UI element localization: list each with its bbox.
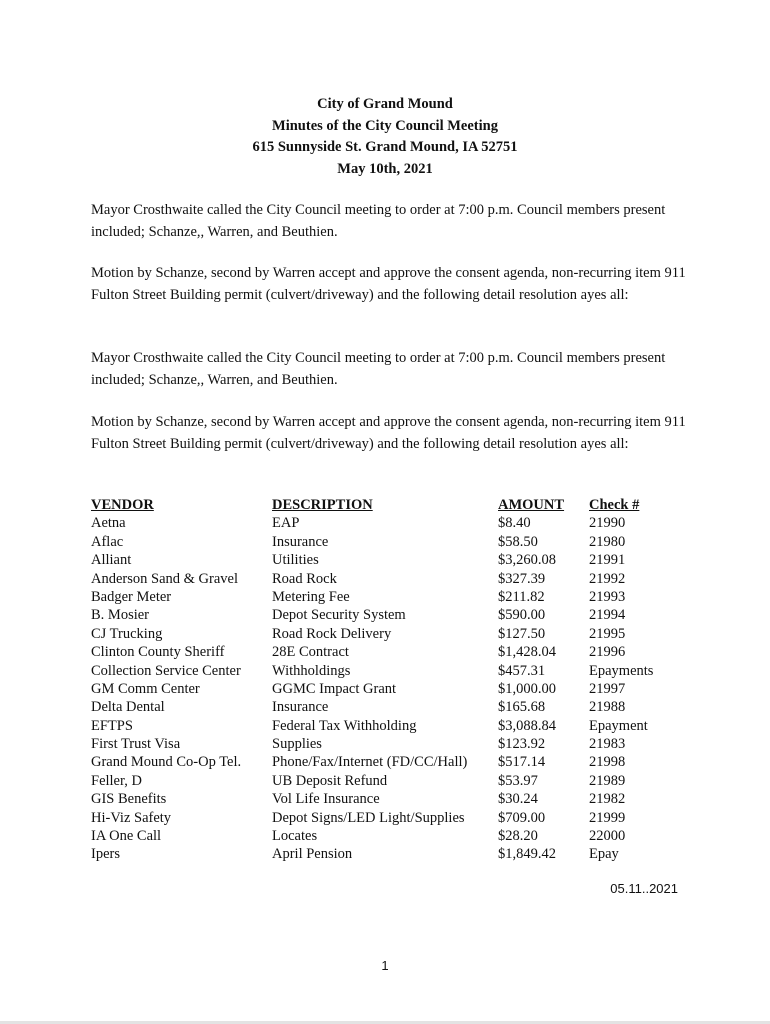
table-row — [91, 662, 691, 680]
paragraph-call-to-order: Mayor Crosthwaite called the City Council meeting to order at 7:00 p.m. Council members present included; Schanze,, Warren, and Beuthien. — [91, 202, 666, 240]
table-row — [91, 588, 691, 606]
table-row — [91, 717, 691, 735]
table-row — [91, 790, 691, 808]
table-row — [91, 753, 691, 771]
check-number-cell: Epayment — [589, 717, 648, 734]
description-cell: Metering Fee — [272, 588, 350, 605]
table-row — [91, 606, 691, 624]
document-title: Minutes of the City Council Meeting — [272, 117, 498, 134]
amount-cell: $53.97 — [498, 772, 538, 789]
check-number-cell: 21982 — [589, 791, 626, 808]
vendor-cell: Anderson Sand & Gravel — [91, 570, 238, 587]
check-number-cell: 21998 — [589, 754, 626, 771]
check-number-cell: 21996 — [589, 644, 626, 661]
table-row — [91, 827, 691, 845]
check-number-cell: Epay — [589, 846, 619, 863]
vendor-cell: B. Mosier — [91, 607, 149, 624]
city-name: City of Grand Mound — [317, 96, 453, 112]
description-cell: Withholdings — [272, 662, 351, 679]
check-number-cell: 21995 — [589, 625, 626, 642]
check-number-cell: 21980 — [589, 533, 626, 550]
page-number: 1 — [381, 958, 389, 973]
table-row — [91, 698, 691, 716]
vendor-cell: Delta Dental — [91, 699, 165, 716]
table-row — [91, 551, 691, 569]
amount-cell: $127.50 — [498, 625, 546, 642]
table-header-row — [91, 496, 691, 514]
amount-cell: $30.24 — [498, 791, 538, 808]
vendor-cell: Ipers — [91, 846, 120, 863]
description-cell: Phone/Fax/Internet (FD/CC/Hall) — [272, 754, 468, 771]
description-cell: GGMC Impact Grant — [272, 680, 397, 697]
claims-table — [91, 496, 691, 864]
vendor-cell: GIS Benefits — [91, 791, 167, 808]
table-row — [91, 845, 691, 863]
document-header — [0, 94, 770, 180]
vendor-cell: Hi-Viz Safety — [91, 809, 172, 826]
vendor-cell: CJ Trucking — [91, 625, 163, 642]
vendor-cell: GM Comm Center — [91, 680, 200, 697]
amount-cell: $709.00 — [498, 809, 546, 826]
table-row — [91, 772, 691, 790]
description-cell: UB Deposit Refund — [272, 772, 388, 789]
check-number-cell: 21990 — [589, 515, 626, 532]
city-address: 615 Sunnyside St. Grand Mound, IA 52751 — [252, 139, 518, 155]
table-row — [91, 809, 691, 827]
vendor-cell: IA One Call — [91, 828, 162, 845]
vendor-cell: Aetna — [91, 515, 126, 532]
check-number-cell: 21999 — [589, 809, 626, 826]
check-number-cell: 21992 — [589, 570, 626, 587]
vendor-cell: Collection Service Center — [91, 662, 241, 679]
table-row — [91, 680, 691, 698]
check-number-cell: 21997 — [589, 680, 626, 697]
description-cell: EAP — [272, 515, 300, 532]
table-row — [91, 514, 691, 532]
check-number-cell: 21991 — [589, 552, 626, 569]
check-number-cell: Epayments — [589, 662, 654, 679]
vendor-cell: First Trust Visa — [91, 736, 181, 753]
check-number-cell: 21983 — [589, 736, 626, 753]
vendor-cell: Feller, D — [91, 772, 142, 789]
description-cell: 28E Contract — [272, 644, 349, 661]
paragraph-call-to-order-repeat: Mayor Crosthwaite called the City Council meeting to order at 7:00 p.m. Council members present included; Schanze,, Warren, and Beuthien. — [91, 350, 666, 388]
vendor-cell: Aflac — [91, 533, 124, 550]
amount-cell: $58.50 — [498, 533, 538, 550]
amount-cell: $8.40 — [498, 515, 531, 532]
amount-cell: $3,260.08 — [498, 552, 556, 569]
vendor-cell: Alliant — [91, 552, 132, 569]
vendor-cell: Badger Meter — [91, 588, 172, 605]
table-body — [91, 514, 691, 863]
vendor-cell: Grand Mound Co-Op Tel. — [91, 754, 242, 771]
amount-cell: $517.14 — [498, 754, 546, 771]
check-number-cell: 21989 — [589, 772, 626, 789]
column-header-check: Check # — [589, 497, 640, 513]
amount-cell: $211.82 — [498, 588, 545, 605]
amount-cell: $28.20 — [498, 828, 538, 845]
description-cell: Federal Tax Withholding — [272, 717, 417, 734]
amount-cell: $327.39 — [498, 570, 546, 587]
description-cell: Utilities — [272, 552, 319, 569]
check-number-cell: 21988 — [589, 699, 626, 716]
description-cell: Road Rock — [272, 570, 337, 587]
paragraph-motion: Motion by Schanze, second by Warren accept and approve the consent agenda, non-recurring item 911 Fulton Street Building permit (culvert/driveway) and the following detail resolution ayes all: — [91, 265, 686, 303]
amount-cell: $123.92 — [498, 736, 546, 753]
description-cell: Supplies — [272, 736, 322, 753]
description-cell: Insurance — [272, 699, 329, 716]
amount-cell: $1,849.42 — [498, 846, 556, 863]
vendor-cell: EFTPS — [91, 717, 133, 734]
table-row — [91, 570, 691, 588]
footer-date: 05.11..2021 — [610, 881, 678, 896]
column-header-vendor: VENDOR — [91, 497, 154, 513]
paragraph-motion-repeat: Motion by Schanze, second by Warren accept and approve the consent agenda, non-recurring item 911 Fulton Street Building permit (culvert/driveway) and the following detail resolution ayes all: — [91, 414, 686, 452]
description-cell: April Pension — [272, 846, 353, 863]
description-cell: Insurance — [272, 533, 329, 550]
amount-cell: $590.00 — [498, 607, 546, 624]
check-number-cell: 21993 — [589, 588, 626, 605]
check-number-cell: 22000 — [589, 828, 626, 845]
table-row — [91, 625, 691, 643]
amount-cell: $1,000.00 — [498, 680, 556, 697]
column-header-description: DESCRIPTION — [272, 497, 373, 513]
table-row — [91, 643, 691, 661]
amount-cell: $165.68 — [498, 699, 546, 716]
description-cell: Depot Security System — [272, 607, 406, 624]
meeting-date: May 10th, 2021 — [337, 160, 433, 177]
table-row — [91, 735, 691, 753]
description-cell: Vol Life Insurance — [272, 791, 380, 808]
table-row — [91, 533, 691, 551]
column-header-amount: AMOUNT — [498, 497, 565, 513]
amount-cell: $3,088.84 — [498, 717, 556, 734]
vendor-cell: Clinton County Sheriff — [91, 644, 225, 661]
amount-cell: $457.31 — [498, 662, 546, 679]
check-number-cell: 21994 — [589, 607, 626, 624]
description-cell: Locates — [272, 828, 318, 845]
description-cell: Depot Signs/LED Light/Supplies — [272, 809, 465, 826]
description-cell: Road Rock Delivery — [272, 625, 392, 642]
amount-cell: $1,428.04 — [498, 644, 556, 661]
